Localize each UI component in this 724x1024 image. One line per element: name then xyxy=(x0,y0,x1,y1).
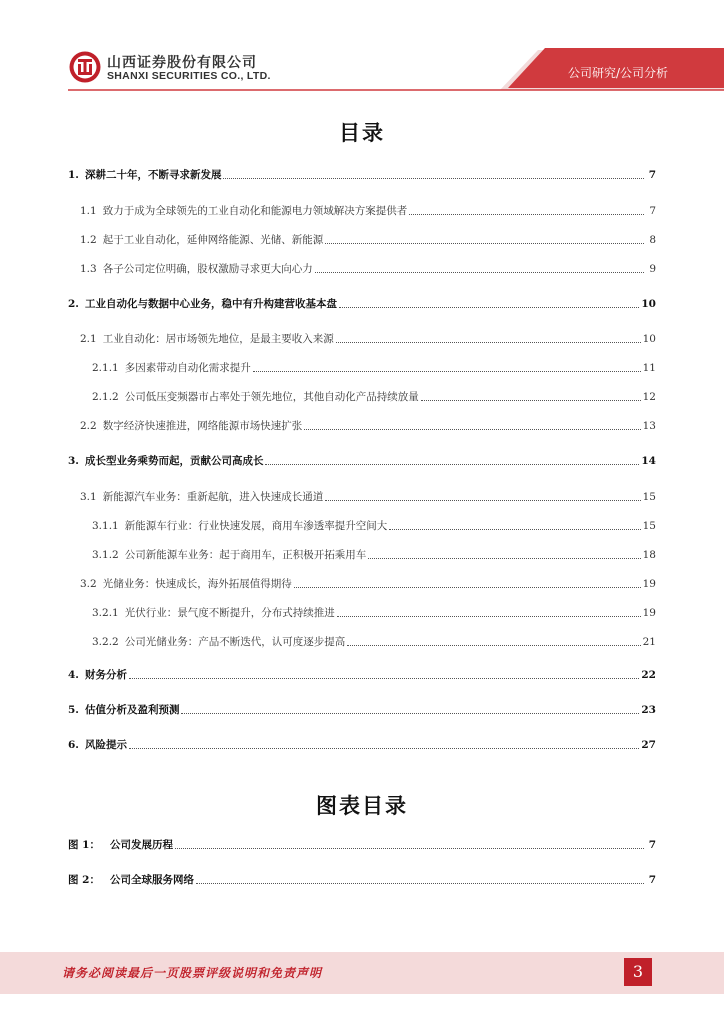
toc-entry-page: 22 xyxy=(641,669,656,681)
toc-entry[interactable] xyxy=(68,738,656,752)
toc-entry-page: 19 xyxy=(642,578,656,590)
toc-entry-title: 深耕二十年，不断寻求新发展 xyxy=(84,169,222,181)
toc-entry-number: 2.2 xyxy=(80,420,97,432)
toc-entry[interactable] xyxy=(92,361,656,375)
toc-entry[interactable] xyxy=(92,606,656,620)
toc-entry[interactable] xyxy=(80,577,656,591)
toc-entry[interactable] xyxy=(80,262,656,276)
toc-entry-number: 2.1 xyxy=(80,333,97,345)
figure-entry-page: 7 xyxy=(648,874,656,886)
toc-entry-page: 7 xyxy=(649,205,656,217)
toc-entry-title: 估值分析及盈利预测 xyxy=(84,704,180,716)
toc-entry-page: 9 xyxy=(649,263,656,275)
toc-leader-dots xyxy=(336,342,641,343)
toc-leader-dots xyxy=(339,307,639,308)
company-logo-icon xyxy=(68,50,102,84)
toc-leader-dots xyxy=(129,678,639,679)
toc-entry-page: 15 xyxy=(642,491,656,503)
toc-entry-title: 工业自动化：居市场领先地位，是最主要收入来源 xyxy=(102,333,334,345)
toc-entry-number: 5. xyxy=(68,704,79,716)
toc-leader-dots xyxy=(325,243,644,244)
toc-entry[interactable] xyxy=(80,419,656,433)
page-header xyxy=(0,0,724,100)
toc-leader-dots xyxy=(304,429,640,430)
toc-entry-page: 10 xyxy=(641,298,656,310)
toc-entry-title: 工业自动化与数据中心业务，稳中有升构建营收基本盘 xyxy=(84,298,337,310)
toc-entry[interactable] xyxy=(80,204,656,218)
toc-leader-dots xyxy=(409,214,644,215)
figure-leader-dots xyxy=(175,848,644,849)
toc-entry-page: 18 xyxy=(642,549,656,561)
toc-leader-dots xyxy=(315,272,644,273)
toc-entry-number: 2. xyxy=(68,298,79,310)
figure-entry-number: 图 2： xyxy=(68,874,100,886)
figure-entry-number: 图 1： xyxy=(68,839,100,851)
toc-entry-title: 财务分析 xyxy=(84,669,127,681)
toc-entry[interactable] xyxy=(92,635,656,649)
toc-entry[interactable] xyxy=(68,668,656,682)
toc-entry-page: 21 xyxy=(642,636,656,648)
toc-entry-title: 数字经济快速推进，网络能源市场快速扩张 xyxy=(102,420,303,432)
toc-entry-title: 公司新能源车业务：起于商用车，正积极开拓乘用车 xyxy=(124,549,367,561)
figure-entry[interactable] xyxy=(68,873,656,887)
toc-entry-page: 10 xyxy=(642,333,656,345)
toc-entry-title: 起于工业自动化，延伸网络能源、光储、新能源 xyxy=(102,234,324,246)
toc-entry-title: 公司光储业务：产品不断迭代，认可度逐步提高 xyxy=(124,636,346,648)
toc-entry[interactable] xyxy=(92,548,656,562)
figure-entry-title: 公司发展历程 xyxy=(109,839,173,851)
figure-toc-title: 图表目录 xyxy=(316,793,408,818)
toc-entry-number: 1. xyxy=(68,169,79,181)
footer-disclaimer: 请务必阅读最后一页股票评级说明和免责声明 xyxy=(62,966,323,980)
toc-entry-title: 新能源汽车业务：重新起航，进入快速成长通道 xyxy=(102,491,324,503)
toc-entry-title: 风险提示 xyxy=(84,739,127,751)
toc-entry-title: 多因素带动自动化需求提升 xyxy=(124,362,251,374)
toc-entry[interactable] xyxy=(68,168,656,182)
toc-entry-page: 23 xyxy=(641,704,656,716)
toc-entry-page: 27 xyxy=(641,739,656,751)
toc-leader-dots xyxy=(129,748,639,749)
toc-entry-title: 公司低压变频器市占率处于领先地位，其他自动化产品持续放量 xyxy=(124,391,419,403)
toc-entry[interactable] xyxy=(68,297,656,311)
toc-leader-dots xyxy=(223,178,644,179)
toc-entry-page: 8 xyxy=(649,234,656,246)
toc-entry-title: 光储业务：快速成长，海外拓展值得期待 xyxy=(102,578,292,590)
page-number: 3 xyxy=(624,958,652,986)
toc-entry-page: 12 xyxy=(642,391,656,403)
toc-entry[interactable] xyxy=(68,703,656,717)
toc-entry-page: 13 xyxy=(642,420,656,432)
toc-entry-number: 1.1 xyxy=(80,205,97,217)
toc-entry-number: 1.2 xyxy=(80,234,97,246)
toc-entry-page: 15 xyxy=(642,520,656,532)
company-name-cn: 山西证券股份有限公司 xyxy=(107,55,257,71)
toc-entry-number: 2.1.1 xyxy=(92,362,119,374)
toc-entry-number: 2.1.2 xyxy=(92,391,119,403)
toc-entry-title: 光伏行业：景气度不断提升，分布式持续推进 xyxy=(124,607,335,619)
report-category: 公司研究/公司分析 xyxy=(567,66,668,80)
toc-leader-dots xyxy=(253,371,641,372)
toc-entry-title: 成长型业务乘势而起，贡献公司高成长 xyxy=(84,455,264,467)
header-band xyxy=(0,0,724,100)
toc-leader-dots xyxy=(421,400,641,401)
toc-entry[interactable] xyxy=(80,332,656,346)
toc-entry-number: 3.1.1 xyxy=(92,520,119,532)
toc-entry-page: 11 xyxy=(642,362,656,374)
toc-entry[interactable] xyxy=(68,454,656,468)
toc-leader-dots xyxy=(368,558,640,559)
toc-entry-number: 3.2.1 xyxy=(92,607,119,619)
toc-entry-page: 14 xyxy=(641,455,656,467)
toc-entry-number: 6. xyxy=(68,739,79,751)
figure-entry-page: 7 xyxy=(648,839,656,851)
toc-entry[interactable] xyxy=(92,390,656,404)
toc-entry-page: 7 xyxy=(648,169,656,181)
figure-entry[interactable] xyxy=(68,838,656,852)
toc-entry-title: 各子公司定位明确，股权激励寻求更大向心力 xyxy=(102,263,313,275)
toc-leader-dots xyxy=(347,645,640,646)
toc-entry-title: 致力于成为全球领先的工业自动化和能源电力领域解决方案提供者 xyxy=(102,205,408,217)
toc-entry-number: 3. xyxy=(68,455,79,467)
toc-entry-number: 3.1 xyxy=(80,491,97,503)
toc-entry-number: 3.2 xyxy=(80,578,97,590)
toc-leader-dots xyxy=(181,713,639,714)
toc-leader-dots xyxy=(337,616,641,617)
toc-entry[interactable] xyxy=(80,233,656,247)
toc-entry-title: 新能源车行业：行业快速发展，商用车渗透率提升空间大 xyxy=(124,520,388,532)
toc-entry-page: 19 xyxy=(642,607,656,619)
toc-entry[interactable] xyxy=(92,519,656,533)
toc-leader-dots xyxy=(389,529,640,530)
toc-entry-number: 3.2.2 xyxy=(92,636,119,648)
toc-entry-number: 3.1.2 xyxy=(92,549,119,561)
toc-entry-number: 4. xyxy=(68,669,79,681)
figure-entry-title: 公司全球服务网络 xyxy=(109,874,194,886)
toc-leader-dots xyxy=(325,500,640,501)
toc-entry[interactable] xyxy=(80,490,656,504)
figure-leader-dots xyxy=(196,883,644,884)
toc-entry-number: 1.3 xyxy=(80,263,97,275)
toc-leader-dots xyxy=(294,587,641,588)
toc-leader-dots xyxy=(265,464,639,465)
company-name-en: SHANXI SECURITIES CO., LTD. xyxy=(107,70,271,82)
toc-title: 目录 xyxy=(339,120,385,145)
